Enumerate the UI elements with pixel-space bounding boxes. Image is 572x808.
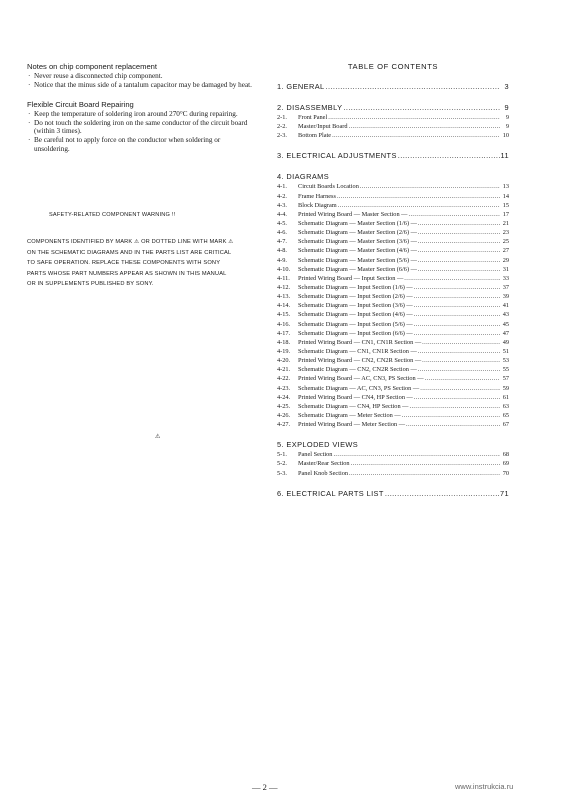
toc-page-number: 68 (502, 451, 509, 459)
toc-entry[interactable] (277, 459, 509, 468)
toc-entry-number: 4-25. (277, 402, 291, 410)
toc-entry-number: 4-8. (277, 247, 287, 255)
toc-section-general[interactable] (277, 81, 509, 92)
toc-entry-number: 4-7. (277, 238, 287, 246)
toc-entry[interactable] (277, 365, 509, 374)
toc-entry-number: 4-18. (277, 338, 291, 346)
toc-entry-number: 4-3. (277, 201, 287, 209)
toc-section-diagrams[interactable] (277, 171, 509, 182)
toc-disassembly-list (277, 113, 509, 140)
chip-notes-list (27, 72, 257, 89)
toc-entry-number: 4-21. (277, 366, 291, 374)
toc-page-number: 61 (502, 393, 509, 401)
toc-entry-number: 4-22. (277, 375, 291, 383)
toc-entry-number: 5-2. (277, 460, 287, 468)
toc-entry[interactable] (277, 228, 509, 237)
toc-entry-number: 4-24. (277, 393, 291, 401)
flex-heading: Flexible Circuit Board Repairing (27, 100, 134, 110)
toc-page-number: 15 (502, 201, 509, 209)
toc-entry-number: 4-12. (277, 283, 291, 291)
toc-entry[interactable] (277, 301, 509, 310)
toc-entry[interactable] (277, 338, 509, 347)
toc-page-number: 21 (502, 219, 509, 227)
safety-warning-title: SAFETY-RELATED COMPONENT WARNING !! (49, 212, 176, 218)
toc-entry[interactable] (277, 201, 509, 210)
toc-entry-title: Printed Wiring Board — CN2, CN2R Section — (298, 357, 422, 365)
toc-page-number: 47 (502, 329, 509, 337)
toc-entry-title: Schematic Diagram — Master Section (5/6) — (298, 256, 417, 264)
toc-entry-title: Schematic Diagram — CN2, CN2R Section — (298, 366, 417, 374)
toc-entry[interactable] (277, 374, 509, 383)
toc-entry[interactable] (277, 219, 509, 228)
toc-page-number: 55 (502, 366, 509, 374)
toc-entry-title: Schematic Diagram — CN4, HP Section — (298, 402, 409, 410)
toc-entry[interactable] (277, 356, 509, 365)
toc-entry-title: Master/Input Board (298, 123, 348, 131)
toc-entry[interactable] (277, 283, 509, 292)
toc-entry-title: Schematic Diagram — Master Section (1/6) — (298, 219, 417, 227)
toc-entry-number: 4-16. (277, 320, 291, 328)
toc-entry-number: 4-9. (277, 256, 287, 264)
toc-page-number: 53 (502, 357, 509, 365)
toc-entry-title: Schematic Diagram — Input Section (3/6) — (298, 302, 413, 310)
toc-entry[interactable] (277, 256, 509, 265)
toc-entry-number: 4-15. (277, 311, 291, 319)
toc-section-disassembly[interactable] (277, 102, 509, 113)
toc-entry-title: Schematic Diagram — Input Section (5/6) — (298, 320, 413, 328)
toc-entry[interactable] (277, 122, 509, 131)
toc-page-number: 3 (504, 82, 509, 91)
left-column (27, 62, 257, 153)
toc-entry[interactable] (277, 420, 509, 429)
toc-entry-number: 4-2. (277, 192, 287, 200)
toc-exploded-list (277, 450, 509, 477)
toc-entry-number: 5-3. (277, 469, 287, 477)
toc-page-number: 14 (502, 192, 509, 200)
flex-notes-list (27, 110, 257, 153)
toc-entry[interactable] (277, 384, 509, 393)
toc-page-number: 31 (502, 265, 509, 273)
toc-entry-title: Printed Wiring Board — AC, CN3, PS Section — (298, 375, 424, 383)
toc-entry-title: Block Diagram (298, 201, 337, 209)
toc-page-number: 13 (502, 183, 509, 191)
toc-entry-number: 2-1. (277, 114, 287, 121)
toc-entry-title: Frame Harness (298, 192, 336, 200)
toc-page-number: 63 (502, 402, 509, 410)
toc-page-number: 37 (502, 283, 509, 291)
toc-entry-number: 4-11. (277, 274, 290, 282)
toc-entry[interactable] (277, 393, 509, 402)
page-number-footer: — 2 — (252, 782, 278, 792)
toc-page-number: 9 (504, 103, 509, 112)
toc-section-label: 5. EXPLODED VIEWS (277, 440, 359, 450)
toc-entry-title: Schematic Diagram — Master Section (4/6) — (298, 247, 417, 255)
toc-entry[interactable] (277, 274, 509, 283)
toc-page-number: 41 (502, 302, 509, 310)
toc-page-number: 11 (500, 151, 509, 161)
toc-section-label: 4. DIAGRAMS (277, 172, 330, 182)
toc-entry-title: Schematic Diagram — Master Section (3/6) — (298, 238, 417, 246)
toc-entry-title: Schematic Diagram — Meter Section — (298, 411, 401, 419)
toc-entry-title: Master/Rear Section (298, 460, 350, 468)
toc-entry[interactable] (277, 192, 509, 201)
toc-page-number: 57 (502, 375, 509, 383)
toc-entry-title: Schematic Diagram — Input Section (6/6) — (298, 329, 413, 337)
toc-page-number: 49 (502, 338, 509, 346)
toc-section-label: 6. ELECTRICAL PARTS LIST (277, 488, 384, 498)
toc-section-label: 1. GENERAL (277, 82, 325, 91)
toc-entry[interactable] (277, 469, 509, 478)
toc-entry-number: 4-27. (277, 421, 291, 429)
toc-entry-number: 4-14. (277, 302, 291, 310)
toc-entry-number: 4-17. (277, 329, 291, 337)
toc-entry-number: 4-1. (277, 183, 287, 191)
toc-entry[interactable] (277, 182, 509, 191)
toc-entry-number: 4-19. (277, 347, 291, 355)
toc-entry-title: Printed Wiring Board — Meter Section — (298, 421, 406, 429)
toc-page-number: 33 (502, 274, 509, 282)
toc-entry-title: Printed Wiring Board — Master Section — (298, 210, 408, 218)
toc-page-number: 10 (502, 132, 509, 140)
toc-page-number: 70 (502, 469, 509, 477)
flex-note: · Keep the temperature of soldering iron around 270°C during repairing. (27, 110, 257, 119)
flex-note: · Do not touch the soldering iron on the same conductor of the circuit board (within 3 times). (27, 119, 257, 136)
toc-title: TABLE OF CONTENTS (347, 62, 439, 71)
chip-heading: Notes on chip component replacement (27, 62, 158, 71)
toc-section-label: 3. ELECTRICAL ADJUSTMENTS (277, 151, 397, 161)
toc-entry[interactable] (277, 210, 509, 219)
toc-page-number: 71 (499, 488, 509, 498)
toc-entry-title: Panel Knob Section (298, 469, 349, 477)
toc-entry-title: Panel Section (298, 451, 333, 459)
toc-page-number: 29 (502, 256, 509, 264)
toc-entry-title: Schematic Diagram — CN1, CN1R Section — (298, 347, 417, 355)
toc-section-exploded-views[interactable] (277, 439, 509, 450)
toc-entry-title: Circuit Boards Location (298, 183, 359, 191)
chip-note: · Never reuse a disconnected chip component. (27, 72, 257, 81)
toc-entry[interactable] (277, 237, 509, 246)
toc-section-electrical-adjustments[interactable] (277, 150, 509, 161)
toc-entry-number: 4-4. (277, 210, 287, 218)
toc-entry-number: 4-23. (277, 384, 291, 392)
toc-page-number: 51 (502, 347, 509, 355)
toc-entry-number: 4-26. (277, 411, 291, 419)
toc-page-number: 69 (502, 460, 509, 468)
toc-entry-number: 5-1. (277, 451, 287, 459)
toc-page-number: 59 (502, 384, 509, 392)
watermark-url: www.instrukcia.ru (455, 782, 514, 791)
toc-page-number: 27 (502, 247, 509, 255)
toc-page-number: 25 (502, 238, 509, 246)
toc-entry-number: 4-6. (277, 229, 287, 237)
toc-page-number: 43 (502, 311, 509, 319)
toc-entry-title: Schematic Diagram — Input Section (2/6) — (298, 293, 413, 301)
toc-entry[interactable] (277, 310, 509, 319)
toc-entry[interactable] (277, 265, 509, 274)
toc-page-number: 67 (502, 421, 509, 429)
chip-note: · Notice that the minus side of a tantalum capacitor may be damaged by heat. (27, 81, 257, 90)
toc-entry[interactable] (277, 292, 509, 301)
table-of-contents (277, 62, 509, 499)
toc-entry-number: 4-13. (277, 293, 291, 301)
toc-section-electrical-parts-list[interactable] (277, 488, 509, 499)
warning-triangle-icon: ⚠ (155, 433, 161, 440)
toc-page-number: 39 (502, 293, 509, 301)
toc-entry[interactable] (277, 347, 509, 356)
toc-entry[interactable] (277, 411, 509, 420)
safety-warning-body: COMPONENTS IDENTIFIED BY MARK ⚠ OR DOTTED LINE WITH MARK ⚠ ON THE SCHEMATIC DIAGRAMS AND IN THE PARTS LIST ARE CRITICAL TO SAFE OPERATION. REPLACE THESE COMPONENTS WITH SONY PARTS WHOSE PART NUMBERS APPEAR AS SHOWN IN THIS MANUAL OR IN SUPPLEMENTS PUBLISHED BY SONY. (27, 239, 234, 287)
toc-page-number: 65 (502, 411, 509, 419)
toc-entry[interactable] (277, 402, 509, 411)
toc-entry-title: Printed Wiring Board — CN4, HP Section — (298, 393, 413, 401)
toc-entry-title: Schematic Diagram — Master Section (6/6) — (298, 265, 417, 273)
toc-entry-title: Front Panel (298, 114, 328, 121)
toc-entry-number: 4-20. (277, 357, 291, 365)
toc-entry-title: Printed Wiring Board — Input Section — (298, 274, 404, 282)
toc-entry-number: 4-10. (277, 265, 291, 273)
toc-entry[interactable] (277, 131, 509, 140)
toc-page-number: 45 (502, 320, 509, 328)
toc-entry[interactable] (277, 450, 509, 459)
toc-entry[interactable] (277, 329, 509, 338)
toc-page-number: 9 (505, 123, 509, 131)
toc-entry-title: Schematic Diagram — Input Section (4/6) — (298, 311, 413, 319)
toc-entry-number: 2-3. (277, 132, 287, 140)
toc-entry[interactable] (277, 320, 509, 329)
toc-section-label: 2. DISASSEMBLY (277, 103, 343, 112)
toc-diagrams-list (277, 182, 509, 429)
toc-entry-title: Bottom Plate (298, 132, 332, 140)
toc-page-number: 23 (502, 229, 509, 237)
toc-page-number: 9 (505, 114, 509, 121)
flex-note: · Be careful not to apply force on the conductor when soldering or unsoldering. (27, 136, 257, 153)
toc-entry[interactable] (277, 246, 509, 255)
toc-entry-title: Schematic Diagram — Master Section (2/6) — (298, 229, 417, 237)
toc-entry-number: 4-5. (277, 219, 287, 227)
toc-entry[interactable] (277, 113, 509, 122)
toc-page-number: 17 (502, 210, 509, 218)
toc-entry-number: 2-2. (277, 123, 287, 131)
toc-entry-title: Printed Wiring Board — CN1, CN1R Section — (298, 338, 422, 346)
toc-entry-title: Schematic Diagram — AC, CN3, PS Section — (298, 384, 420, 392)
toc-entry-title: Schematic Diagram — Input Section (1/6) — (298, 283, 413, 291)
